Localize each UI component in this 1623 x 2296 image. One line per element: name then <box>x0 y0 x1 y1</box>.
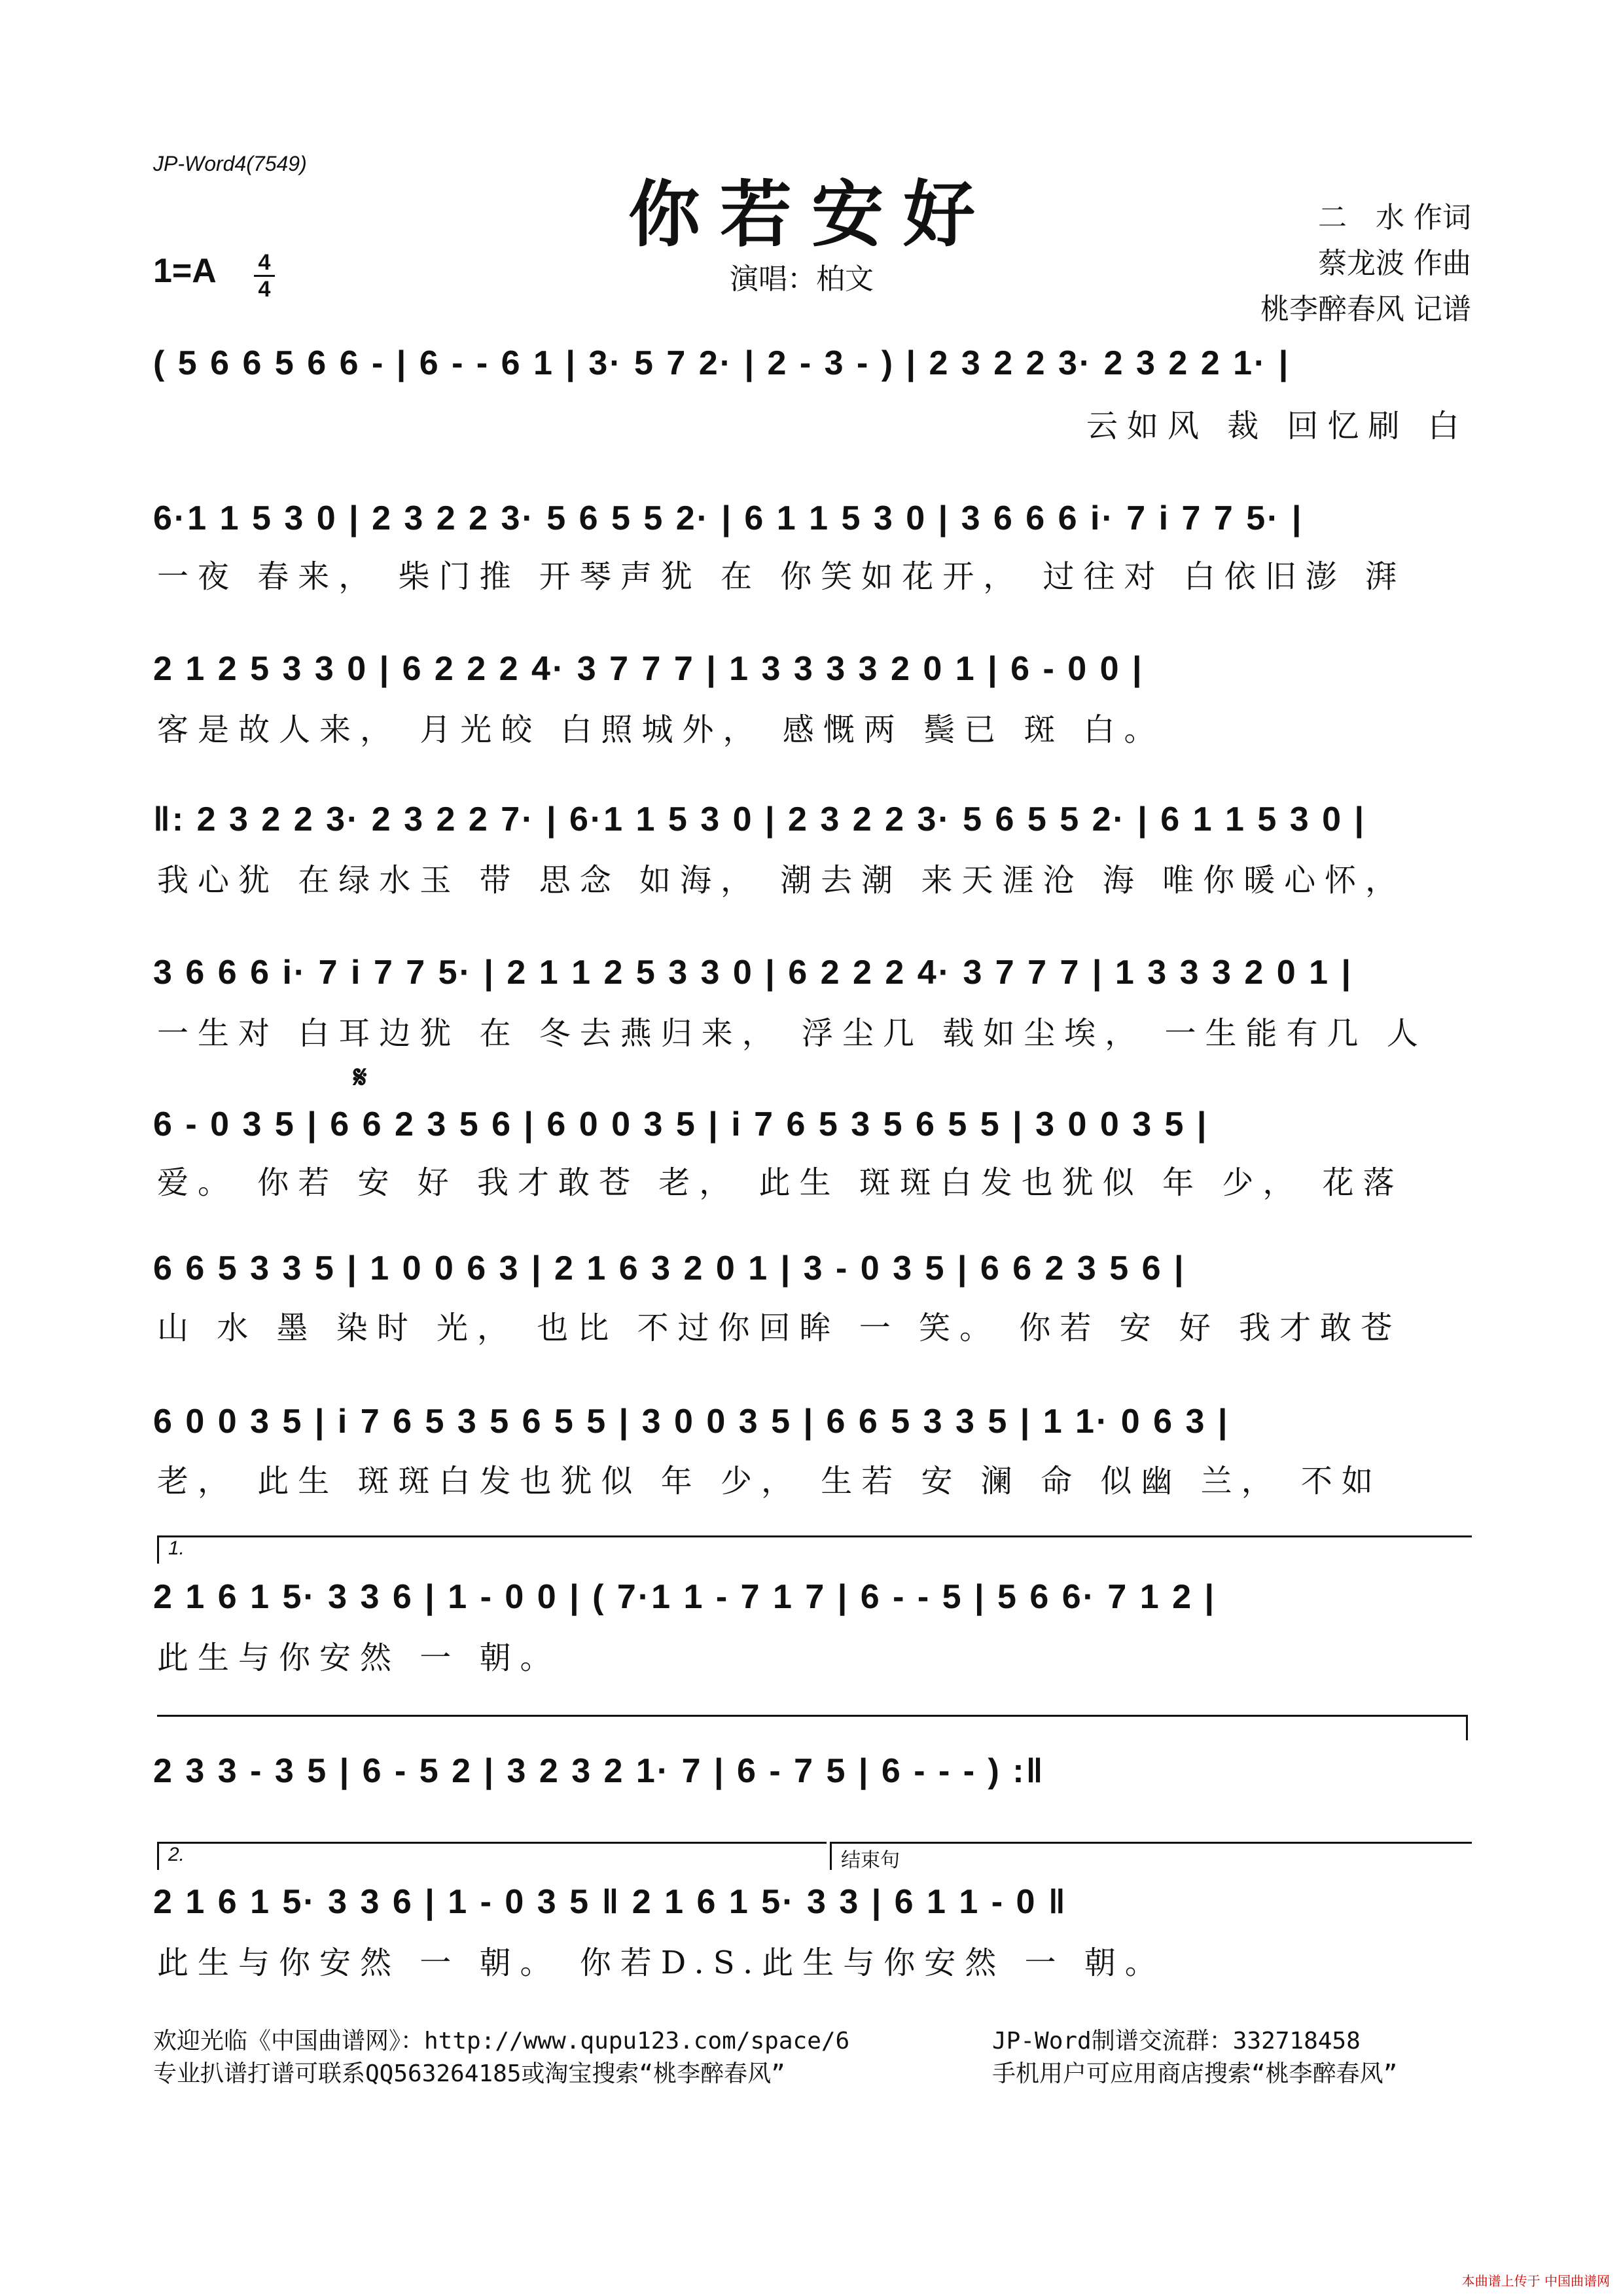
notation-line-4: ‖: 2 3 2 2 3· 2 3 2 2 7· | 6·1 1 5 3 0 | 2 3 2 2 3· 5 6 5 5 2· | 6 1 1 5 3 0 | <box>153 800 1366 838</box>
footer-contact: 专业扒谱打谱可联系QQ563264185或淘宝搜索“桃李醉春风” <box>153 2060 785 2087</box>
segno-sign: 𝄋 <box>353 1059 367 1096</box>
transcriber-credit: 桃李醉春风 记谱 <box>1260 293 1471 326</box>
lyrics-line-3: 客是故人来， 月光皎 白照城外， 感慨两 鬓已 斑 白。 <box>157 711 1165 748</box>
lyrics-line-9: 此生与你安然 一 朝。 <box>157 1640 561 1676</box>
volta-bracket-continuation <box>157 1715 1468 1740</box>
footer-website: 欢迎光临《中国曲谱网》：http://www.qupu123.com/space/6 <box>153 2028 850 2054</box>
notation-line-11: 2 1 6 1 5· 3 3 6 | 1 - 0 3 5 ‖ 2 1 6 1 5· 3 3 | 6 1 1 - 0 ‖ <box>153 1883 1067 1921</box>
time-signature <box>254 250 275 302</box>
lyrics-line-5: 一生对 白耳边犹 在 冬去燕归来， 浮尘几 载如尘埃， 一生能有几 人 <box>157 1015 1427 1052</box>
footer-group: JP-Word制谱交流群：332718458 <box>992 2028 1361 2054</box>
notation-line-6: 6 - 0 3 5 | 6 6 2 3 5 6 | 6 0 0 3 5 | i 7 6 5 3 5 6 5 5 | 3 0 0 3 5 | <box>153 1105 1209 1143</box>
time-denominator: 4 <box>258 277 271 302</box>
coda-label: 结束句 <box>841 1849 900 1872</box>
credits-block <box>1260 195 1471 332</box>
volta-label-2: 2. <box>168 1844 185 1865</box>
software-tag: JP-Word4(7549) <box>153 152 307 175</box>
notation-line-9: 2 1 6 1 5· 3 3 6 | 1 - 0 0 | ( 7·1 1 - 7 1 7 | 6 - - 5 | 5 6 6· 7 1 2 | <box>153 1578 1217 1616</box>
volta-bracket-1 <box>157 1535 1472 1564</box>
coda-bracket <box>830 1842 1472 1870</box>
lyricist-credit: 二 水 作词 <box>1318 201 1471 234</box>
key-signature: 1=A <box>153 252 217 290</box>
notation-line-5: 3 6 6 6 i· 7 i 7 7 5· | 2 1 1 2 5 3 3 0 | 6 2 2 2 4· 3 7 7 7 | 1 3 3 3 2 0 1 | <box>153 954 1353 992</box>
notation-line-3: 2 1 2 5 3 3 0 | 6 2 2 2 4· 3 7 7 7 | 1 3 3 3 3 2 0 1 | 6 - 0 0 | <box>153 650 1144 688</box>
singer-credit: 演唱：柏文 <box>730 262 874 296</box>
volta-label-1: 1. <box>168 1537 185 1559</box>
lyrics-line-7: 山 水 墨 染时 光， 也比 不过你回眸 一 笑。 你若 安 好 我才敢苍 <box>157 1310 1402 1346</box>
footer-app: 手机用户可应用商店搜索“桃李醉春风” <box>992 2060 1398 2087</box>
upload-stamp: 本曲谱上传于 中国曲谱网 <box>1461 2273 1610 2289</box>
song-title: 你若安好 <box>628 172 995 257</box>
lyrics-line-2: 一夜 春来， 柴门推 开琴声犹 在 你笑如花开， 过往对 白依旧澎 湃 <box>157 558 1406 595</box>
notation-line-1: ( 5 6 6 5 6 6 - | 6 - - 6 1 | 3· 5 7 2· | 2 - 3 - ) | 2 3 2 2 3· 2 3 2 2 1· | <box>153 344 1291 382</box>
notation-line-10: 2 3 3 - 3 5 | 6 - 5 2 | 3 2 3 2 1· 7 | 6 - 7 5 | 6 - - - ) :‖ <box>153 1752 1045 1790</box>
lyrics-line-1: 云如风 裁 回忆刷 白 <box>1086 408 1469 444</box>
composer-credit: 蔡龙波 作曲 <box>1318 247 1471 280</box>
lyrics-line-11: 此生与你安然 一 朝。 你若D.S.此生与你安然 一 朝。 <box>157 1945 1166 1981</box>
volta-bracket-2 <box>157 1842 827 1870</box>
time-numerator: 4 <box>258 250 271 275</box>
notation-line-8: 6 0 0 3 5 | i 7 6 5 3 5 6 5 5 | 3 0 0 3 5 | 6 6 5 3 3 5 | 1 1· 0 6 3 | <box>153 1403 1230 1441</box>
notation-line-2: 6·1 1 5 3 0 | 2 3 2 2 3· 5 6 5 5 2· | 6 1 1 5 3 0 | 3 6 6 6 i· 7 i 7 7 5· | <box>153 499 1304 537</box>
notation-line-7: 6 6 5 3 3 5 | 1 0 0 6 3 | 2 1 6 3 2 0 1 | 3 - 0 3 5 | 6 6 2 3 5 6 | <box>153 1249 1186 1287</box>
lyrics-line-6: 爱。 你若 安 好 我才敢苍 老， 此生 斑斑白发也犹似 年 少， 花落 <box>157 1164 1404 1201</box>
lyrics-line-8: 老， 此生 斑斑白发也犹似 年 少， 生若 安 澜 命 似幽 兰， 不如 <box>157 1463 1382 1499</box>
lyrics-line-4: 我心犹 在绿水玉 带 思念 如海， 潮去潮 来天涯沧 海 唯你暖心怀， <box>157 862 1406 899</box>
